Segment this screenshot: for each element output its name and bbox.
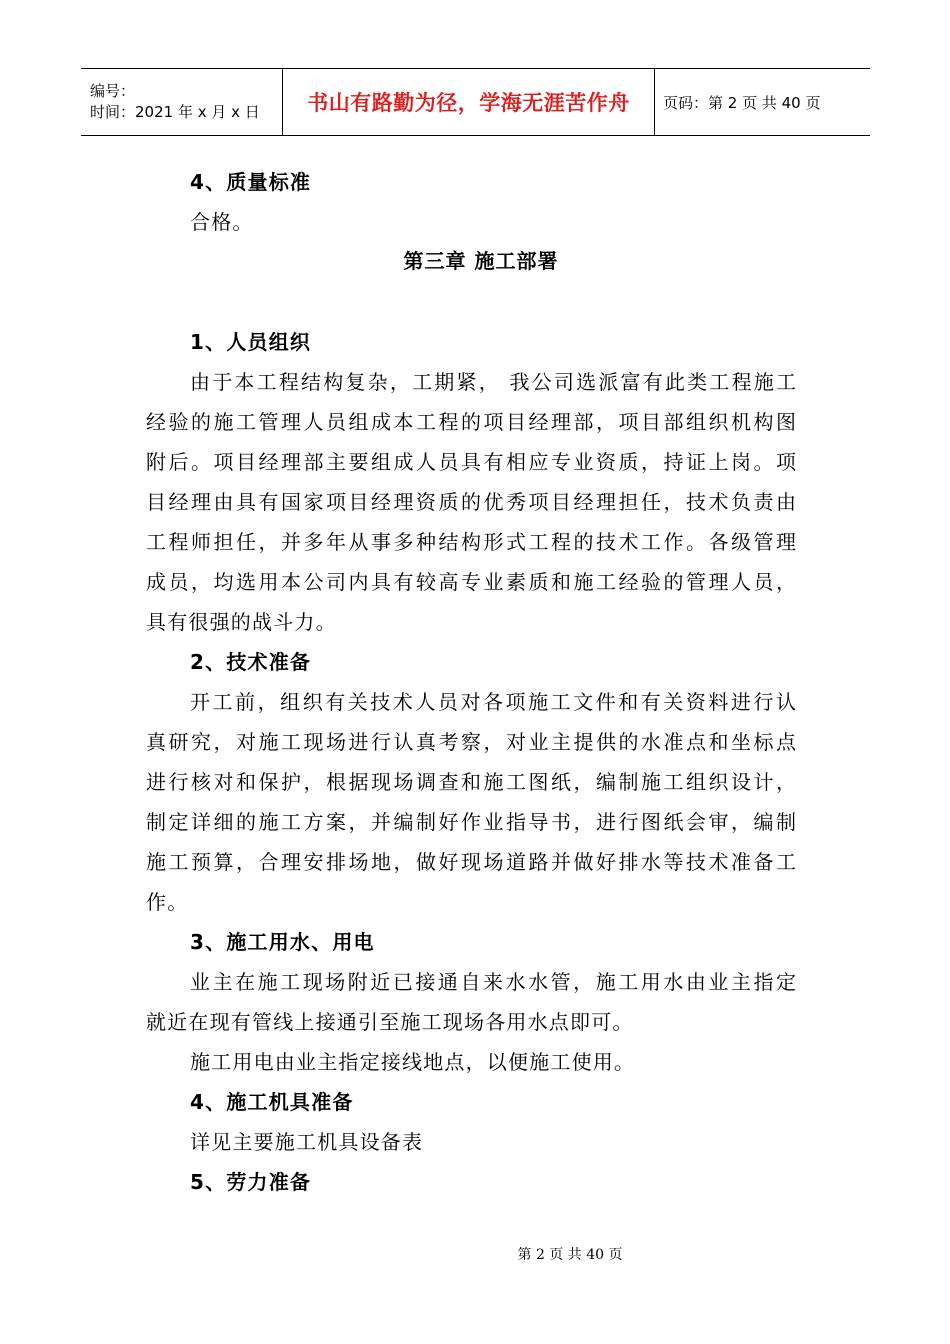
paragraph-line: 业主在施工现场附近已接通自来水水管，施工用水由业主指定 bbox=[190, 970, 796, 994]
header-page-cell bbox=[655, 69, 870, 135]
paragraph-equipment: 详见主要施工机具设备表 bbox=[190, 1130, 424, 1154]
document-body bbox=[146, 162, 796, 1202]
paragraph-line: 具有很强的战斗力。 bbox=[146, 610, 337, 634]
section-heading-quality: 4、质量标准 bbox=[190, 170, 312, 194]
header-page-info: 页码：第 2 页 共 40 页 bbox=[663, 93, 821, 112]
paragraph-line: 真研究，对施工现场进行认真考察，对业主提供的水准点和坐标点 bbox=[146, 730, 796, 754]
section-heading-labor: 5、劳力准备 bbox=[190, 1170, 312, 1194]
section-heading-water-power: 3、施工用水、用电 bbox=[190, 930, 375, 954]
paragraph-line: 成员，均选用本公司内具有较高专业素质和施工经验的管理人员， bbox=[146, 570, 796, 594]
paragraph-line: 施工预算，合理安排场地，做好现场道路并做好排水等技术准备工 bbox=[146, 850, 796, 874]
header-motto: 书山有路勤为径，学海无涯苦作舟 bbox=[307, 91, 630, 115]
paragraph-line: 进行核对和保护，根据现场调查和施工图纸，编制施工组织设计， bbox=[146, 770, 796, 794]
document-time-label: 时间：2021 年 x 月 x 日 bbox=[90, 103, 260, 121]
paragraph-quality: 合格。 bbox=[190, 210, 254, 234]
paragraph-line: 附后。项目经理部主要组成人员具有相应专业资质，持证上岗。项 bbox=[146, 450, 796, 474]
paragraph-line: 开工前，组织有关技术人员对各项施工文件和有关资料进行认 bbox=[190, 690, 796, 714]
paragraph-line: 由于本工程结构复杂，工期紧， 我公司选派富有此类工程施工 bbox=[190, 370, 796, 394]
page-header bbox=[81, 68, 870, 136]
paragraph-line: 目经理由具有国家项目经理资质的优秀项目经理担任，技术负责由 bbox=[146, 490, 796, 514]
paragraph-line: 经验的施工管理人员组成本工程的项目经理部，项目部组织机构图 bbox=[146, 410, 796, 434]
paragraph-line: 工程师担任，并多年从事多种结构形式工程的技术工作。各级管理 bbox=[146, 530, 796, 554]
chapter-title: 第三章 施工部署 bbox=[403, 249, 559, 273]
section-heading-personnel: 1、人员组织 bbox=[190, 330, 312, 354]
section-heading-equipment: 4、施工机具准备 bbox=[190, 1090, 354, 1114]
paragraph-line: 就近在现有管线上接通引至施工现场各用水点即可。 bbox=[146, 1010, 634, 1034]
header-meta-cell bbox=[81, 69, 282, 135]
document-number-label: 编号： bbox=[90, 82, 136, 100]
section-heading-technical: 2、技术准备 bbox=[190, 650, 312, 674]
footer-page-number: 第 2 页 共 40 页 bbox=[517, 1247, 623, 1263]
page-footer bbox=[0, 1244, 950, 1264]
paragraph-line: 作。 bbox=[146, 890, 189, 914]
paragraph-line: 制定详细的施工方案，并编制好作业指导书，进行图纸会审，编制 bbox=[146, 810, 796, 834]
paragraph-line: 施工用电由业主指定接线地点，以便施工使用。 bbox=[190, 1050, 636, 1074]
header-motto-cell bbox=[282, 69, 655, 135]
